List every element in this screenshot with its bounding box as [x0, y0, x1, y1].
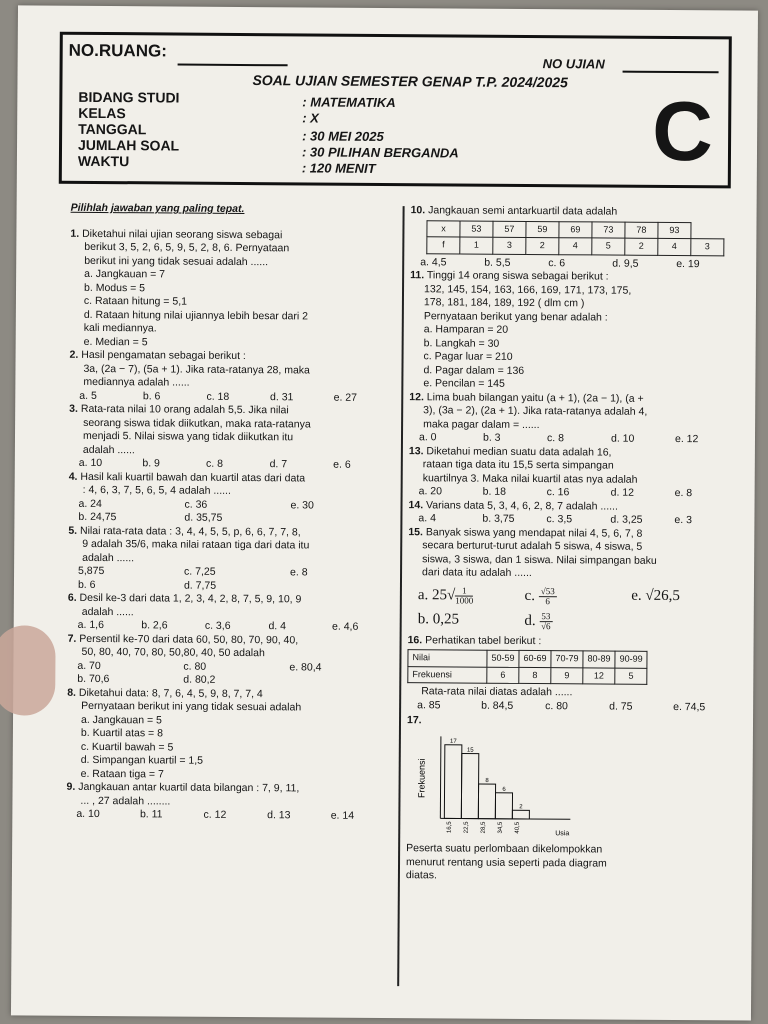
option: b. 11	[139, 808, 163, 821]
q-text: diatas.	[405, 869, 437, 882]
histogram-bar	[444, 744, 462, 818]
question-17	[406, 714, 737, 885]
question-2	[69, 349, 397, 405]
option: d. 35,75	[184, 511, 223, 524]
q-text: maka pagar dalam = ......	[423, 417, 540, 431]
table-cell: 9	[551, 667, 583, 684]
option: e. 14	[330, 809, 355, 822]
bar-value-label: 6	[502, 786, 506, 793]
option: c. Kuartil bawah = 5	[80, 740, 174, 754]
q-number: 5.	[68, 524, 78, 537]
histogram-bar	[478, 783, 495, 818]
no-ujian-line	[623, 71, 719, 74]
option-prefix: d.	[524, 612, 536, 629]
bar-value-label: 8	[485, 777, 489, 784]
table-cell: 8	[519, 667, 551, 684]
x-tick-label: 34,5	[497, 821, 504, 834]
option: b. 24,75	[78, 510, 117, 524]
q-number: 4.	[68, 470, 78, 483]
option: c. 16	[546, 486, 570, 499]
q-text: 178, 181, 184, 189, 192 ( dlm cm )	[423, 296, 585, 310]
option: e. 8	[290, 566, 308, 579]
denominator: 1000	[455, 594, 474, 606]
q-text: menjadi 5. Nilai siswa yang tidak diikutkan itu	[82, 429, 294, 444]
q-text: 50, 80, 40, 70, 80, 50,80, 40, 50 adalah	[81, 645, 265, 660]
question-13	[409, 445, 739, 501]
histogram-bar	[461, 753, 478, 818]
option: d. 31	[270, 390, 294, 403]
table-cell: 59	[526, 221, 559, 238]
q-text: Banyak siswa yang mendapat nilai 4, 5, 6, 7, 8	[425, 525, 643, 540]
header-label-jumlah: JUMLAH SOAL	[77, 136, 180, 154]
table-cell: f	[427, 237, 460, 254]
fraction	[455, 586, 473, 605]
x-tick-label: 16,5	[446, 820, 453, 833]
table-cell: 1	[460, 237, 493, 254]
bar-value-label: 17	[450, 738, 457, 745]
option: e. 74,5	[673, 700, 706, 713]
q-text: Tinggi 14 orang siswa sebagai berikut :	[426, 269, 609, 283]
option: b. 70,6	[77, 672, 110, 686]
q-number: 11.	[410, 269, 425, 282]
q-text: Persentil ke-70 dari data 60, 50, 80, 70, 90, 40,	[79, 632, 299, 646]
table-cell: 5	[592, 238, 625, 255]
table-cell: 3	[691, 239, 724, 256]
option: b. 6	[77, 578, 96, 591]
histogram-bar	[495, 792, 512, 818]
q-text: Peserta suatu perlombaan dikelompokkan	[406, 842, 603, 856]
denominator: √6	[541, 620, 551, 631]
option: a. 10	[76, 807, 100, 821]
option: d. 7,75	[183, 579, 217, 592]
option: d. 75	[609, 700, 633, 713]
y-axis-label: Frekuensi	[416, 757, 427, 798]
question-16	[407, 634, 738, 715]
table-cell: 57	[493, 221, 526, 238]
header-label-waktu: WAKTU	[77, 152, 130, 170]
q-text: menurut rentang usia seperti pada diagram	[405, 855, 607, 870]
option: b. 5,5	[484, 256, 511, 269]
option: b. Modus = 5	[84, 281, 146, 294]
option: e. 80,4	[289, 660, 322, 674]
column-divider	[397, 206, 404, 986]
option: d. Pagar dalam = 136	[423, 363, 525, 377]
option: e. 8	[674, 487, 693, 500]
table-cell: Frekuensi	[408, 666, 487, 683]
option: a. 85	[417, 698, 441, 711]
q-text: adalah ......	[82, 551, 135, 564]
option: a. Hamparan = 20	[423, 323, 509, 336]
option-row	[408, 586, 738, 607]
option: b. Langkah = 30	[423, 336, 500, 350]
q-number: 9.	[66, 780, 76, 793]
no-ruang-line	[178, 64, 288, 67]
q-number: 15.	[408, 525, 423, 538]
option: a. 25√ $\frac{1}{1000}$	[417, 585, 474, 606]
q-text: secara berturut-turut adalah 5 siswa, 4 siswa, 5	[422, 539, 643, 553]
thumb	[0, 625, 56, 715]
bar-value-label: 15	[466, 747, 474, 754]
question-10	[410, 204, 740, 271]
q-text: ... , 27 adalah ........	[80, 794, 171, 807]
question-14	[408, 499, 738, 528]
q-text: Pernyataan berikut yang benar adalah :	[423, 309, 608, 324]
numerator: 53	[539, 612, 552, 622]
q-text: Diketahui data: 8, 7, 6, 4, 5, 9, 8, 7, 7, 4	[78, 686, 263, 700]
q-number: 6.	[67, 591, 77, 604]
x-tick-label: 28,5	[480, 821, 487, 833]
option: b. 2,6	[141, 619, 168, 632]
exam-paper	[11, 5, 758, 1020]
table-cell: 53	[460, 221, 493, 238]
header-value-jumlah: : 30 PILIHAN BERGANDA	[301, 144, 459, 161]
exam-variant: C	[651, 83, 714, 179]
instruction: Pilihlah jawaban yang paling tepat.	[70, 201, 245, 216]
table-cell: 12	[583, 667, 615, 684]
option: a. 70	[77, 659, 101, 672]
numerator: √53	[539, 587, 557, 597]
option: c. 18	[206, 390, 230, 403]
option: e. 4,6	[332, 620, 359, 633]
table-cell: 90-99	[615, 651, 647, 668]
option: a. 5	[79, 389, 97, 402]
question-5	[68, 524, 396, 594]
option: a. Jangkauan = 5	[80, 713, 162, 726]
q-number: 10.	[410, 204, 426, 217]
x-axis-label: Usia	[555, 829, 570, 837]
fraction	[539, 612, 552, 631]
option: a. 10	[78, 456, 103, 470]
q-text: adalah ......	[81, 605, 134, 618]
option: e. Rataan tiga = 7	[80, 767, 164, 780]
q-text: 132, 145, 154, 163, 166, 169, 171, 173, 175,	[423, 282, 632, 297]
option-prefix: c.	[524, 587, 536, 604]
option: d. 80,2	[183, 673, 216, 686]
option-row	[66, 808, 394, 824]
exam-header	[59, 32, 732, 189]
question-12	[409, 391, 739, 447]
q-number: 17.	[406, 714, 422, 727]
option: e. √26,5	[631, 587, 680, 605]
q-text: Jangkauan semi antarkuartil data adalah	[428, 204, 618, 218]
fraction	[539, 587, 557, 606]
table-cell: 2	[625, 238, 658, 255]
q-number: 12.	[409, 390, 424, 403]
q-number: 7.	[67, 632, 77, 645]
q-number: 2.	[69, 348, 79, 361]
q-text: Nilai rata-rata data : 3, 4, 4, 5, 5, p, 6, 6, 7, 7, 8,	[79, 524, 301, 538]
numerator: 1	[455, 586, 473, 596]
option: e. 27	[333, 391, 358, 404]
option: c. 8	[205, 457, 223, 470]
q-text: Hasil pengamatan sebagai berikut :	[81, 348, 246, 363]
q-number: 14.	[408, 498, 424, 511]
q-text: 3), (3a − 2), (2a + 1). Jika rata-ratanya adalah 4,	[423, 404, 648, 418]
option: 5,875	[78, 564, 105, 578]
y-axis	[440, 736, 441, 818]
q-text: Rata-rata nilai diatas adalah ......	[421, 685, 573, 699]
q-text: 9 adalah 35/6, maka nilai rataan tiga dari data itu	[82, 537, 310, 552]
question-15	[408, 526, 739, 632]
denominator: 6	[545, 595, 550, 606]
header-label-bidang: BIDANG STUDI	[78, 88, 180, 106]
table-cell: 6	[487, 667, 519, 684]
option	[524, 611, 631, 631]
option: e. 12	[674, 433, 699, 446]
q-number: 3.	[69, 402, 79, 415]
left-column	[66, 202, 398, 824]
option: b. 6	[142, 389, 161, 402]
q-number: 8.	[67, 686, 77, 699]
option: c. 12	[203, 808, 227, 821]
x-tick-label: 40,5	[514, 821, 521, 834]
option: a. 4	[418, 512, 436, 525]
q-text: seorang siswa tidak diikutkan, maka rata-ratanya	[83, 416, 311, 430]
table-cell: Nilai	[408, 650, 487, 667]
q-text: Diketahui median suatu data adalah 16,	[426, 444, 612, 459]
x-tick-label: 22,5	[463, 821, 470, 833]
q-text: Jangkauan antar kuartil data bilangan : 7, 9, 11,	[78, 780, 300, 795]
question-3	[69, 403, 397, 473]
option: c. 3,6	[204, 619, 231, 632]
option: a. Jangkauan = 7	[84, 267, 166, 281]
table-cell: 80-89	[583, 651, 615, 668]
header-label-kelas: KELAS	[78, 104, 126, 122]
option: c. 7,25	[184, 565, 216, 578]
table-cell: 5	[615, 668, 647, 685]
option: e. 3	[674, 514, 692, 527]
table-cell: 73	[592, 221, 625, 238]
q-text: adalah ......	[82, 443, 135, 456]
option: c. 80	[545, 699, 568, 712]
option: b. 0,25	[417, 611, 460, 628]
option: e. Pencilan = 145	[423, 377, 505, 390]
option: c. 80	[183, 660, 207, 673]
table-cell: 78	[625, 222, 658, 239]
option: d. Rataan hitung nilai ujiannya lebih besar dari 2	[83, 308, 309, 322]
option: d. 4	[268, 620, 287, 633]
option: e. 6	[333, 458, 351, 471]
x-axis	[440, 818, 570, 819]
q-text: Rata-rata nilai 10 orang adalah 5,5. Jika nilai	[80, 402, 289, 417]
option: c. Pagar luar = 210	[423, 350, 513, 363]
q-text: berikut 3, 5, 2, 6, 5, 9, 5, 2, 8, 6. Pernyataan	[84, 240, 290, 255]
option: d. 9,5	[612, 257, 639, 270]
option: d. Simpangan kuartil = 1,5	[80, 753, 204, 767]
q-number: 16.	[407, 633, 423, 646]
data-table	[426, 220, 724, 256]
header-value-tanggal: : 30 MEI 2025	[302, 128, 384, 144]
option: d. 12	[610, 486, 635, 499]
header-value-kelas: : X	[302, 110, 319, 126]
question-9	[66, 781, 394, 824]
table-cell: 3	[493, 237, 526, 254]
q-text: Perhatikan tabel berikut :	[425, 633, 542, 647]
option-row	[408, 611, 738, 632]
option: d. 10	[610, 432, 635, 445]
table-cell: 50-59	[487, 650, 519, 667]
option: d. 7	[269, 458, 288, 471]
table-cell: 2	[526, 237, 559, 254]
right-column	[406, 204, 741, 885]
q-text: : 4, 6, 3, 7, 5, 6, 5, 4 adalah ......	[82, 483, 231, 497]
option: b. Kuartil atas = 8	[80, 726, 163, 740]
option: kali mediannya.	[83, 321, 157, 335]
option: b. 3	[482, 431, 501, 444]
histogram-chart	[410, 728, 581, 839]
option: d. 3,25	[610, 513, 643, 526]
bar-value-label: 2	[519, 803, 523, 810]
table-cell: 4	[559, 238, 592, 255]
option: b. 9	[142, 457, 160, 470]
option: b. 3,75	[482, 512, 515, 525]
option: a. 20	[418, 485, 443, 498]
option-prefix: a. 25	[417, 586, 448, 603]
option: a. 24	[78, 497, 102, 510]
q-text: Varians data 5, 3, 4, 6, 2, 8, 7 adalah ......	[426, 498, 618, 513]
exam-title: SOAL UJIAN SEMESTER GENAP T.P. 2024/2025	[252, 72, 568, 91]
q-text: kuartilnya 3. Maka nilai kuartil atas nya adalah	[422, 471, 638, 486]
q-text: Hasil kali kuartil bawah dan kuartil atas dari data	[80, 470, 306, 484]
q-text: berikut ini yang tidak sesuai adalah ......	[84, 254, 269, 268]
frequency-table	[407, 649, 647, 685]
option: a. 1,6	[77, 618, 105, 632]
option: e. Median = 5	[83, 335, 148, 348]
q-text: Desil ke-3 dari data 1, 2, 3, 4, 2, 8, 7, 5, 9, 10, 9	[79, 591, 302, 606]
q-text: siswa, 3 siswa, dan 1 siswa. Nilai simpangan baku	[422, 552, 657, 567]
q-text: Diketahui nilai ujian seorang siswa sebagai	[82, 227, 283, 241]
q-text: dari data itu adalah ......	[422, 566, 532, 580]
option: c. 8	[546, 432, 564, 445]
table-cell: x	[427, 220, 460, 237]
q-number: 13.	[408, 444, 424, 457]
table-cell: 60-69	[519, 650, 551, 667]
q-text: Pernyataan berikut ini yang tidak sesuai adalah	[81, 699, 302, 714]
option: b. 84,5	[481, 699, 514, 712]
option: c. Rataan hitung = 5,1	[83, 294, 188, 308]
q-text: 3a, (2a − 7), (5a + 1). Jika rata-ratanya 28, maka	[83, 362, 310, 376]
header-value-waktu: : 120 MENIT	[301, 160, 376, 176]
question-4	[68, 470, 396, 526]
question-7	[67, 632, 395, 688]
option: e. 19	[676, 257, 700, 270]
option: d. 13	[267, 809, 291, 822]
question-6	[68, 592, 396, 635]
header-value-bidang: : MATEMATIKA	[302, 94, 396, 111]
option-row	[407, 699, 737, 715]
table-cell: 70-79	[551, 651, 583, 668]
option: b. 18	[482, 485, 507, 498]
q-text: rataan tiga data itu 15,5 serta simpangan	[422, 458, 614, 472]
header-label-tanggal: TANGGAL	[78, 120, 147, 138]
option: a. 0	[418, 431, 437, 444]
option	[525, 586, 632, 606]
histogram-bar	[512, 810, 529, 819]
option: c. 36	[184, 498, 208, 511]
option: e. 30	[290, 498, 314, 511]
table-cell: 69	[559, 221, 592, 238]
q-text: mediannya adalah ......	[83, 375, 190, 389]
question-1	[70, 227, 399, 351]
q-text: Lima buah bilangan yaitu (a + 1), (2a − 1), (a +	[426, 390, 644, 405]
question-11	[409, 269, 740, 393]
no-ruang-label: NO.RUANG:	[68, 40, 167, 61]
no-ujian-label: NO UJIAN	[542, 56, 605, 72]
table-cell: 93	[658, 222, 691, 239]
option: c. 3,5	[546, 513, 573, 526]
option: c. 6	[548, 256, 566, 269]
option: a. 4,5	[420, 255, 447, 268]
question-8	[67, 686, 396, 783]
table-cell: 4	[658, 238, 691, 255]
q-number: 1.	[70, 227, 80, 240]
